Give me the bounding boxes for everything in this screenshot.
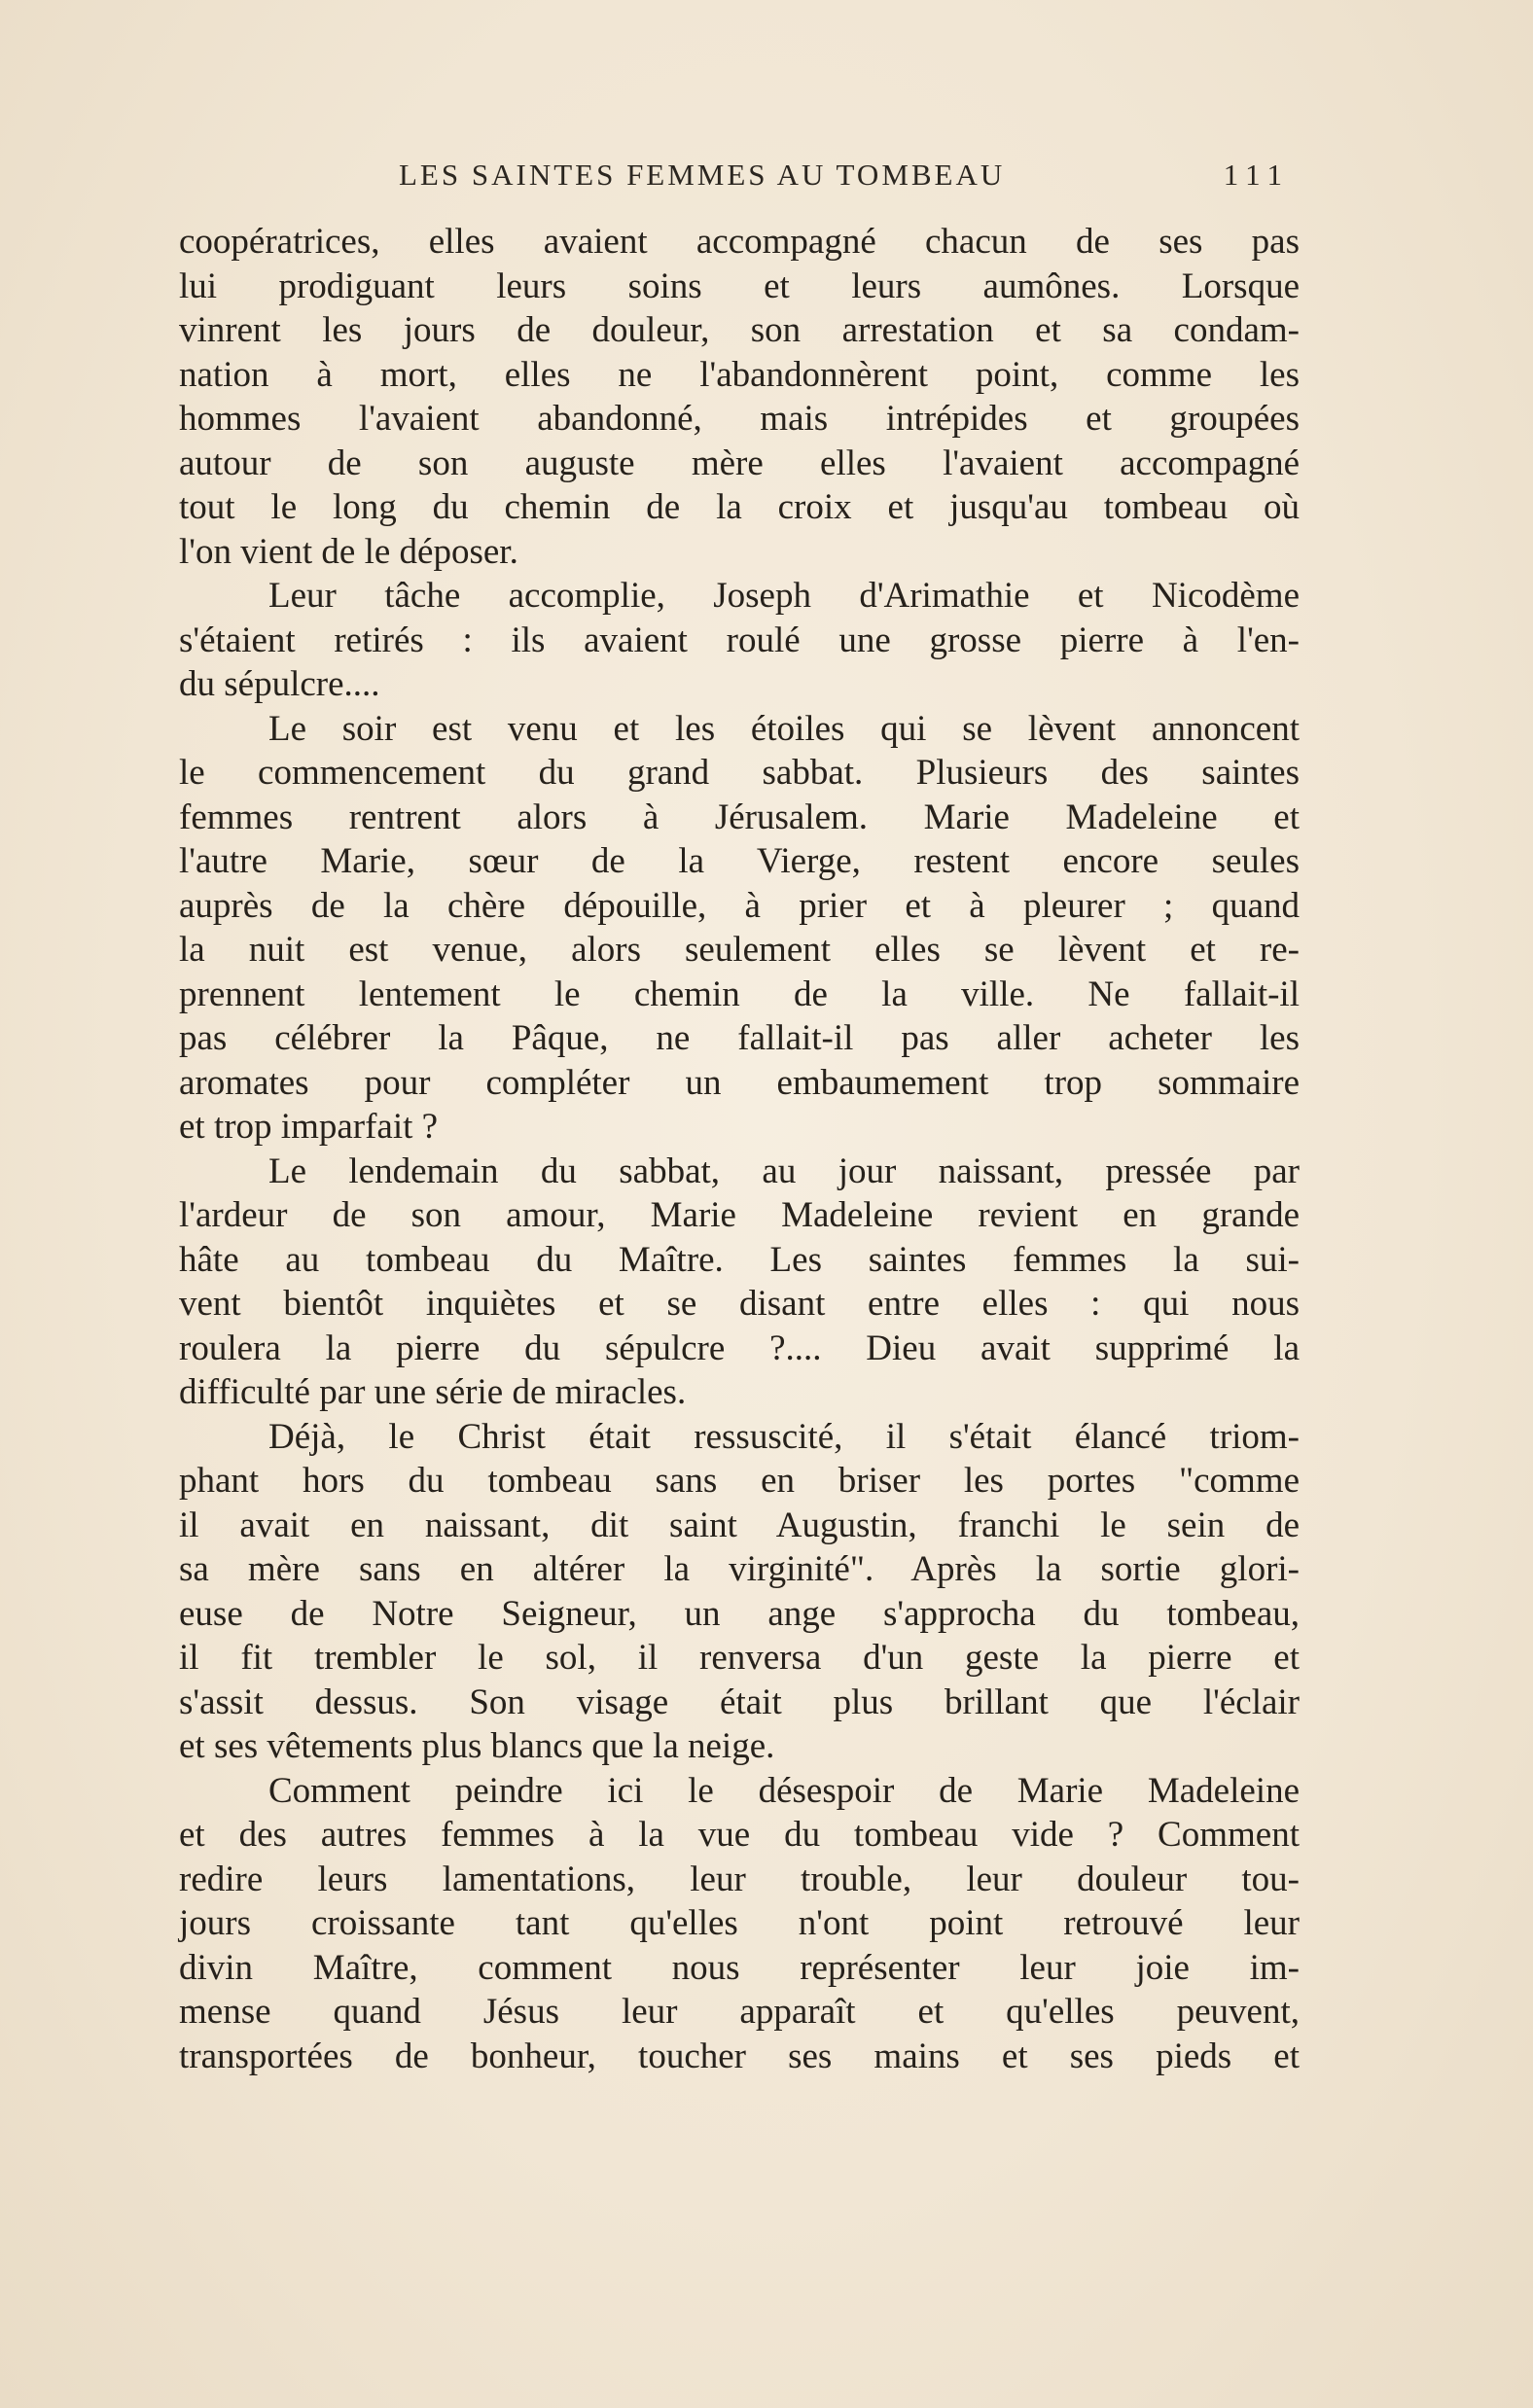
text-line: l'on vient de le déposer. — [179, 531, 518, 572]
text-line: jours croissante tant qu'elles n'ont point retrouvé leur — [179, 1903, 1300, 1943]
text-line: divin Maître, comment nous représenter leur joie im- — [179, 1947, 1300, 1988]
text-line: hâte au tombeau du Maître. Les saintes femmes la sui- — [179, 1239, 1300, 1280]
text-line: phant hors du tombeau sans en briser les portes "comme — [179, 1461, 1300, 1501]
text-line: s'étaient retirés : ils avaient roulé une grosse pierre à l'en- — [179, 620, 1300, 660]
text-line: tout le long du chemin de la croix et jusqu'au tombeau où — [179, 487, 1300, 527]
text-line: difficulté par une série de miracles. — [179, 1372, 687, 1412]
text-line: Leur tâche accomplie, Joseph d'Arimathie et Nicodème — [268, 576, 1300, 616]
text-line: prennent lentement le chemin de la ville. Ne fallait-il — [179, 974, 1300, 1014]
text-line: la nuit est venue, alors seulement elles se lèvent et re- — [179, 930, 1300, 970]
text-line: et ses vêtements plus blancs que la neige. — [179, 1726, 775, 1766]
text-line: vent bientôt inquiètes et se disant entre elles : qui nous — [179, 1284, 1300, 1324]
page-number: 111 — [1223, 158, 1290, 192]
text-line: femmes rentrent alors à Jérusalem. Marie Madeleine et — [179, 797, 1300, 837]
text-line: autour de son auguste mère elles l'avaient accompagné — [179, 443, 1300, 483]
text-line: Déjà, le Christ était ressuscité, il s'était élancé triom- — [268, 1416, 1300, 1457]
paragraph — [179, 220, 1300, 574]
text-line: sa mère sans en altérer la virginité". Après la sortie glori- — [179, 1549, 1300, 1589]
text-line: du sépulcre.... — [179, 664, 380, 704]
paragraph — [179, 1415, 1300, 1769]
text-line: coopératrices, elles avaient accompagné chacun de ses pas — [179, 222, 1300, 262]
text-line: mense quand Jésus leur apparaît et qu'elles peuvent, — [179, 1992, 1300, 2032]
text-line: euse de Notre Seigneur, un ange s'approcha du tombeau, — [179, 1593, 1300, 1634]
text-line: Le soir est venu et les étoiles qui se lèvent annoncent — [268, 708, 1300, 749]
text-line: redire leurs lamentations, leur trouble, leur douleur tou- — [179, 1859, 1300, 1899]
text-line: auprès de la chère dépouille, à prier et à pleurer ; quand — [179, 885, 1300, 926]
page-header — [181, 158, 1300, 202]
text-line: et trop imparfait ? — [179, 1107, 439, 1147]
text-line: Le lendemain du sabbat, au jour naissant, pressée par — [268, 1151, 1300, 1191]
paragraph — [179, 574, 1300, 707]
text-line: il fit trembler le sol, il renversa d'un geste la pierre et — [179, 1638, 1300, 1678]
text-line: et des autres femmes à la vue du tombeau vide ? Comment — [179, 1815, 1300, 1855]
text-line: le commencement du grand sabbat. Plusieurs des saintes — [179, 753, 1300, 793]
text-line: aromates pour compléter un embaumement trop sommaire — [179, 1062, 1300, 1103]
text-line: pas célébrer la Pâque, ne fallait-il pas aller acheter les — [179, 1018, 1300, 1058]
text-line: roulera la pierre du sépulcre ?.... Dieu avait supprimé la — [179, 1328, 1300, 1368]
paragraph — [179, 707, 1300, 1150]
text-line: lui prodiguant leurs soins et leurs aumônes. Lorsque — [179, 266, 1300, 306]
text-line: nation à mort, elles ne l'abandonnèrent point, comme les — [179, 354, 1300, 395]
text-line: transportées de bonheur, toucher ses mains et ses pieds et — [179, 2036, 1300, 2076]
paragraph — [179, 1150, 1300, 1415]
text-line: l'ardeur de son amour, Marie Madeleine revient en grande — [179, 1195, 1300, 1235]
running-title: LES SAINTES FEMMES AU TOMBEAU — [399, 158, 1006, 192]
text-line: vinrent les jours de douleur, son arrestation et sa condam- — [179, 310, 1300, 350]
text-line: hommes l'avaient abandonné, mais intrépides et groupées — [179, 399, 1300, 439]
text-line: Comment peindre ici le désespoir de Marie Madeleine — [268, 1770, 1300, 1811]
text-line: il avait en naissant, dit saint Augustin, franchi le sein de — [179, 1505, 1300, 1545]
paragraph — [179, 1769, 1300, 2079]
body-text — [179, 220, 1300, 2078]
text-line: s'assit dessus. Son visage était plus brillant que l'éclair — [179, 1682, 1300, 1722]
text-line: l'autre Marie, sœur de la Vierge, restent encore seules — [179, 841, 1300, 881]
